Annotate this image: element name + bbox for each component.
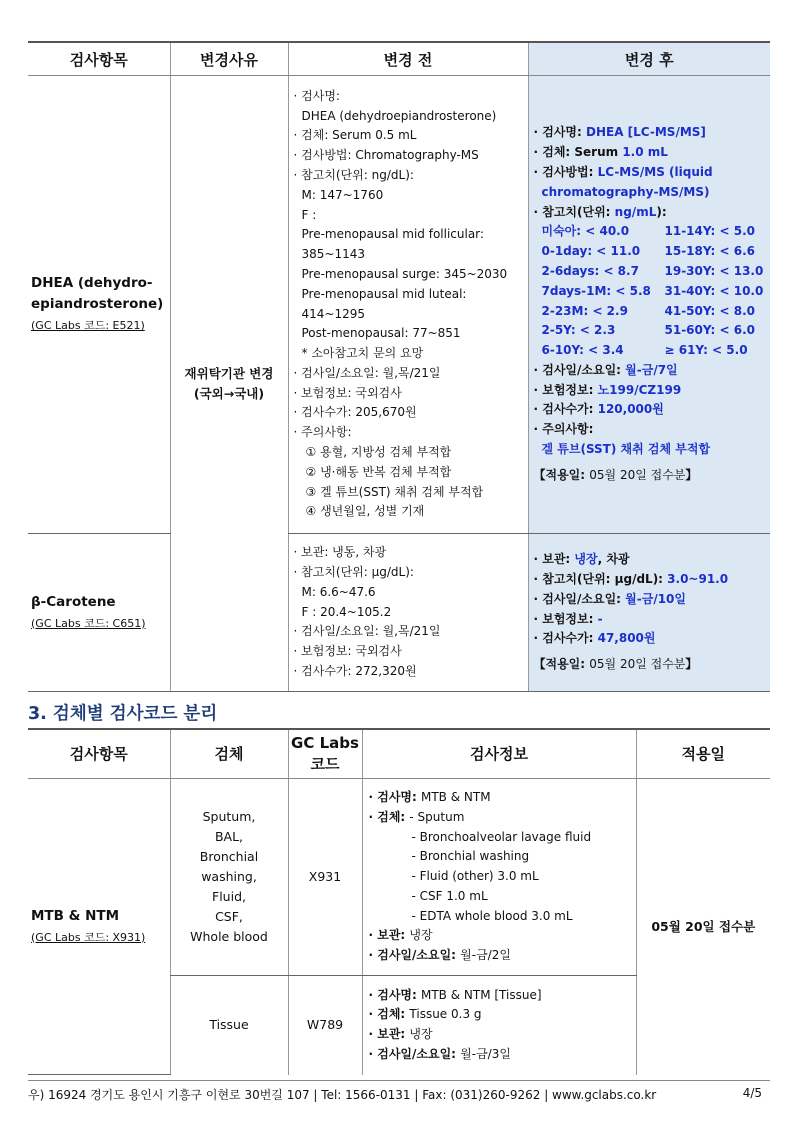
header-line: GC Labs: [291, 734, 359, 752]
value: 노199/CZ199: [597, 382, 682, 397]
label: · 검사수가:: [533, 402, 598, 417]
value: -: [597, 611, 603, 626]
label: ):: [656, 204, 667, 219]
before-line: · 보험정보: 국외검사: [293, 385, 402, 400]
col-header-before: 변경 전: [288, 42, 528, 76]
page-number: 4/5: [742, 1086, 762, 1100]
reason-line: (국외→국내): [193, 385, 265, 401]
apply-date-cell: 05월 20일 접수분: [636, 779, 770, 1075]
ref-range: 0-1day: < 11.0: [541, 244, 641, 259]
before-line: · 검사일/소요일: 월,목/21일: [293, 365, 441, 380]
value: 120,000원: [597, 402, 664, 417]
value: 냉장: [409, 1027, 433, 1042]
item-cell-carotene: [28, 534, 170, 692]
label: · 참고치(단위:: [533, 204, 615, 219]
before-cell-dhea: [288, 76, 528, 534]
col-header-specimen: 검체: [170, 729, 288, 779]
value: 월-금/3일: [460, 1047, 511, 1062]
before-line: Post-menopausal: 77~851: [301, 326, 461, 341]
before-line: · 검사명:: [293, 88, 340, 103]
before-line: F :: [301, 207, 317, 222]
before-line: 385~1143: [301, 247, 365, 262]
before-line: ② 냉·해동 반복 검체 부적합: [305, 464, 452, 479]
col-header-code: [288, 729, 362, 779]
before-line: * 소아참고치 문의 요망: [301, 346, 424, 361]
ref-range: 2-5Y: < 2.3: [541, 323, 616, 338]
value: DHEA [LC-MS/MS]: [586, 125, 706, 140]
info-cell: [362, 779, 636, 976]
header-line: 코드: [310, 755, 340, 773]
before-line: ④ 생년월일, 성별 기재: [305, 504, 425, 519]
ref-range: 7days-1M: < 5.8: [541, 283, 651, 298]
apply-date-line: [534, 466, 771, 486]
label: · 보험정보:: [533, 611, 598, 626]
before-line: · 검사수가: 272,320원: [293, 663, 417, 678]
label: 】: [685, 467, 698, 482]
item-cell-mtb: [28, 779, 170, 1075]
reference-range-grid: [534, 222, 771, 361]
before-line: 414~1295: [301, 306, 365, 321]
label: · 검사일/소요일:: [368, 948, 461, 963]
value: 냉장: [574, 552, 598, 567]
item-name-line: DHEA (dehydro-: [31, 275, 153, 291]
label: · 검사일/소요일:: [368, 1047, 461, 1062]
label: · 검체: Serum: [533, 145, 623, 160]
value: MTB & NTM [Tissue]: [421, 987, 542, 1002]
value: MTB & NTM: [421, 789, 491, 804]
before-cell-carotene: [288, 534, 528, 692]
label: · 검사방법:: [533, 164, 598, 179]
table-row: [28, 534, 770, 692]
label: · 검사일/소요일:: [533, 362, 626, 377]
ref-range: 31-40Y: < 10.0: [664, 283, 764, 298]
label: · 검사수가:: [533, 631, 598, 646]
value: 47,800원: [597, 631, 656, 646]
col-header-apply: 적용일: [636, 729, 770, 779]
value: 05월 20일 접수분: [589, 467, 686, 482]
before-line: · 보험정보: 국외검사: [293, 644, 402, 659]
value: 월-금/10일: [625, 591, 686, 606]
value: 월-금/7일: [625, 362, 678, 377]
ref-range: 11-14Y: < 5.0: [664, 224, 755, 239]
value: 1.0 mL: [622, 145, 668, 160]
label: · 보관:: [368, 928, 410, 943]
ref-range: ≥ 61Y: < 5.0: [664, 343, 748, 358]
value: - Sputum: [409, 809, 465, 824]
footer-address: 우) 16924 경기도 용인시 기흥구 이현로 30번길 107 | Tel: 1566-0131 | Fax: (031)260-9262 | www.gclabs.co.kr: [28, 1088, 657, 1102]
label: · 검사명:: [368, 789, 421, 804]
change-table: [28, 41, 770, 692]
value: - Bronchoalveolar lavage fluid: [411, 829, 592, 844]
before-line: · 보관: 냉동, 차광: [293, 545, 387, 560]
label: · 보관:: [368, 1027, 410, 1042]
value: LC-MS/MS (liquid: [597, 164, 713, 179]
value: 05월 20일 접수분: [589, 657, 686, 672]
label: · 검사일/소요일:: [533, 591, 626, 606]
value: ng/mL: [614, 204, 657, 219]
col-header-item: 검사항목: [28, 42, 170, 76]
table-row: [28, 76, 770, 534]
value: - Bronchial washing: [411, 849, 530, 864]
before-line: M: 6.6~47.6: [301, 584, 376, 599]
before-line: Pre-menopausal surge: 345~2030: [301, 266, 508, 281]
label: · 검사명:: [533, 125, 586, 140]
col-header-info: 검사정보: [362, 729, 636, 779]
label: 【적용일:: [533, 467, 590, 482]
ref-range: 6-10Y: < 3.4: [541, 343, 624, 358]
label: · 검체:: [368, 1007, 410, 1022]
specimen-line: Sputum,: [202, 809, 256, 824]
before-line: ① 용혈, 지방성 검체 부적합: [305, 445, 452, 460]
item-code: (GC Labs 코드: E521): [31, 319, 145, 332]
item-name-line: β-Carotene: [31, 593, 116, 610]
specimen-line: BAL,: [214, 829, 244, 844]
specimen-line: Fluid,: [212, 889, 246, 904]
value: - CSF 1.0 mL: [411, 888, 488, 903]
label: 【적용일:: [533, 657, 590, 672]
before-line: · 참고치(단위: ng/dL):: [293, 167, 414, 182]
label: · 보관:: [533, 552, 575, 567]
ref-range: 미숙아: < 40.0: [541, 224, 630, 239]
item-cell-dhea: [28, 76, 170, 534]
before-line: · 검사방법: Chromatography-MS: [293, 148, 479, 163]
after-cell-dhea: [528, 76, 770, 534]
info-cell: [362, 976, 636, 1075]
value: 냉장: [409, 928, 433, 943]
specimen-table-header: [28, 729, 770, 779]
label: , 차광: [597, 552, 630, 567]
reason-line: 재위탁기관 변경: [184, 365, 274, 381]
specimen-line: Bronchial washing,: [199, 849, 259, 884]
specimen-cell: Tissue: [170, 976, 288, 1075]
value: 3.0~91.0: [667, 571, 729, 586]
item-name-line: MTB & NTM: [31, 907, 120, 924]
ref-range: 15-18Y: < 6.6: [664, 244, 755, 259]
item-code: (GC Labs 코드: X931): [31, 930, 146, 944]
value: - Fluid (other) 3.0 mL: [411, 869, 539, 884]
apply-date-line: [534, 655, 771, 675]
label: · 보험정보:: [533, 382, 598, 397]
ref-range: 41-50Y: < 8.0: [664, 303, 755, 318]
specimen-line: CSF,: [215, 909, 243, 924]
ref-range: 2-6days: < 8.7: [541, 263, 639, 278]
label: 】: [685, 657, 698, 672]
label: · 검체:: [368, 809, 410, 824]
before-line: · 주의사항:: [293, 425, 352, 440]
value: chromatography-MS/MS): [541, 184, 710, 199]
col-header-item: 검사항목: [28, 729, 170, 779]
ref-range: 19-30Y: < 13.0: [664, 263, 764, 278]
ref-range: 2-23M: < 2.9: [541, 303, 628, 318]
before-line: ③ 겔 튜브(SST) 채취 검체 부적합: [305, 484, 484, 499]
value: Tissue 0.3 g: [409, 1007, 482, 1022]
before-line: · 참고치(단위: μg/dL):: [293, 565, 414, 579]
item-name-line: epiandrosterone): [31, 296, 164, 312]
code-cell: W789: [288, 976, 362, 1075]
value: - EDTA whole blood 3.0 mL: [411, 908, 573, 923]
page-footer: [28, 1080, 770, 1103]
before-line: M: 147~1760: [301, 187, 384, 202]
label: · 주의사항:: [533, 422, 594, 437]
label: · 검사명:: [368, 987, 421, 1002]
before-line: Pre-menopausal mid luteal:: [301, 286, 467, 301]
section-title: 3. 검체별 검사코드 분리: [28, 704, 218, 724]
after-cell-carotene: [528, 534, 770, 692]
table-row: [28, 779, 770, 976]
item-code: (GC Labs 코드: C651): [31, 616, 146, 630]
before-line: · 검사일/소요일: 월,목/21일: [293, 624, 441, 639]
specimen-cell: [170, 779, 288, 976]
value: 겔 튜브(SST) 채취 검체 부적합: [541, 442, 711, 457]
before-line: · 검체: Serum 0.5 mL: [293, 128, 417, 143]
change-table-header: [28, 42, 770, 76]
col-header-reason: 변경사유: [170, 42, 288, 76]
reason-cell: [170, 76, 288, 692]
before-line: Pre-menopausal mid follicular:: [301, 227, 484, 242]
value: 월-금/2일: [460, 948, 511, 963]
code-cell: X931: [288, 779, 362, 976]
before-line: F : 20.4~105.2: [301, 604, 392, 619]
specimen-code-table: [28, 728, 770, 1075]
before-line: DHEA (dehydroepiandrosterone): [301, 108, 497, 123]
specimen-line: Whole blood: [190, 929, 268, 944]
label: · 참고치(단위: μg/dL):: [533, 571, 668, 586]
col-header-after: 변경 후: [528, 42, 770, 76]
ref-range: 51-60Y: < 6.0: [664, 323, 755, 338]
before-line: · 검사수가: 205,670원: [293, 405, 417, 420]
